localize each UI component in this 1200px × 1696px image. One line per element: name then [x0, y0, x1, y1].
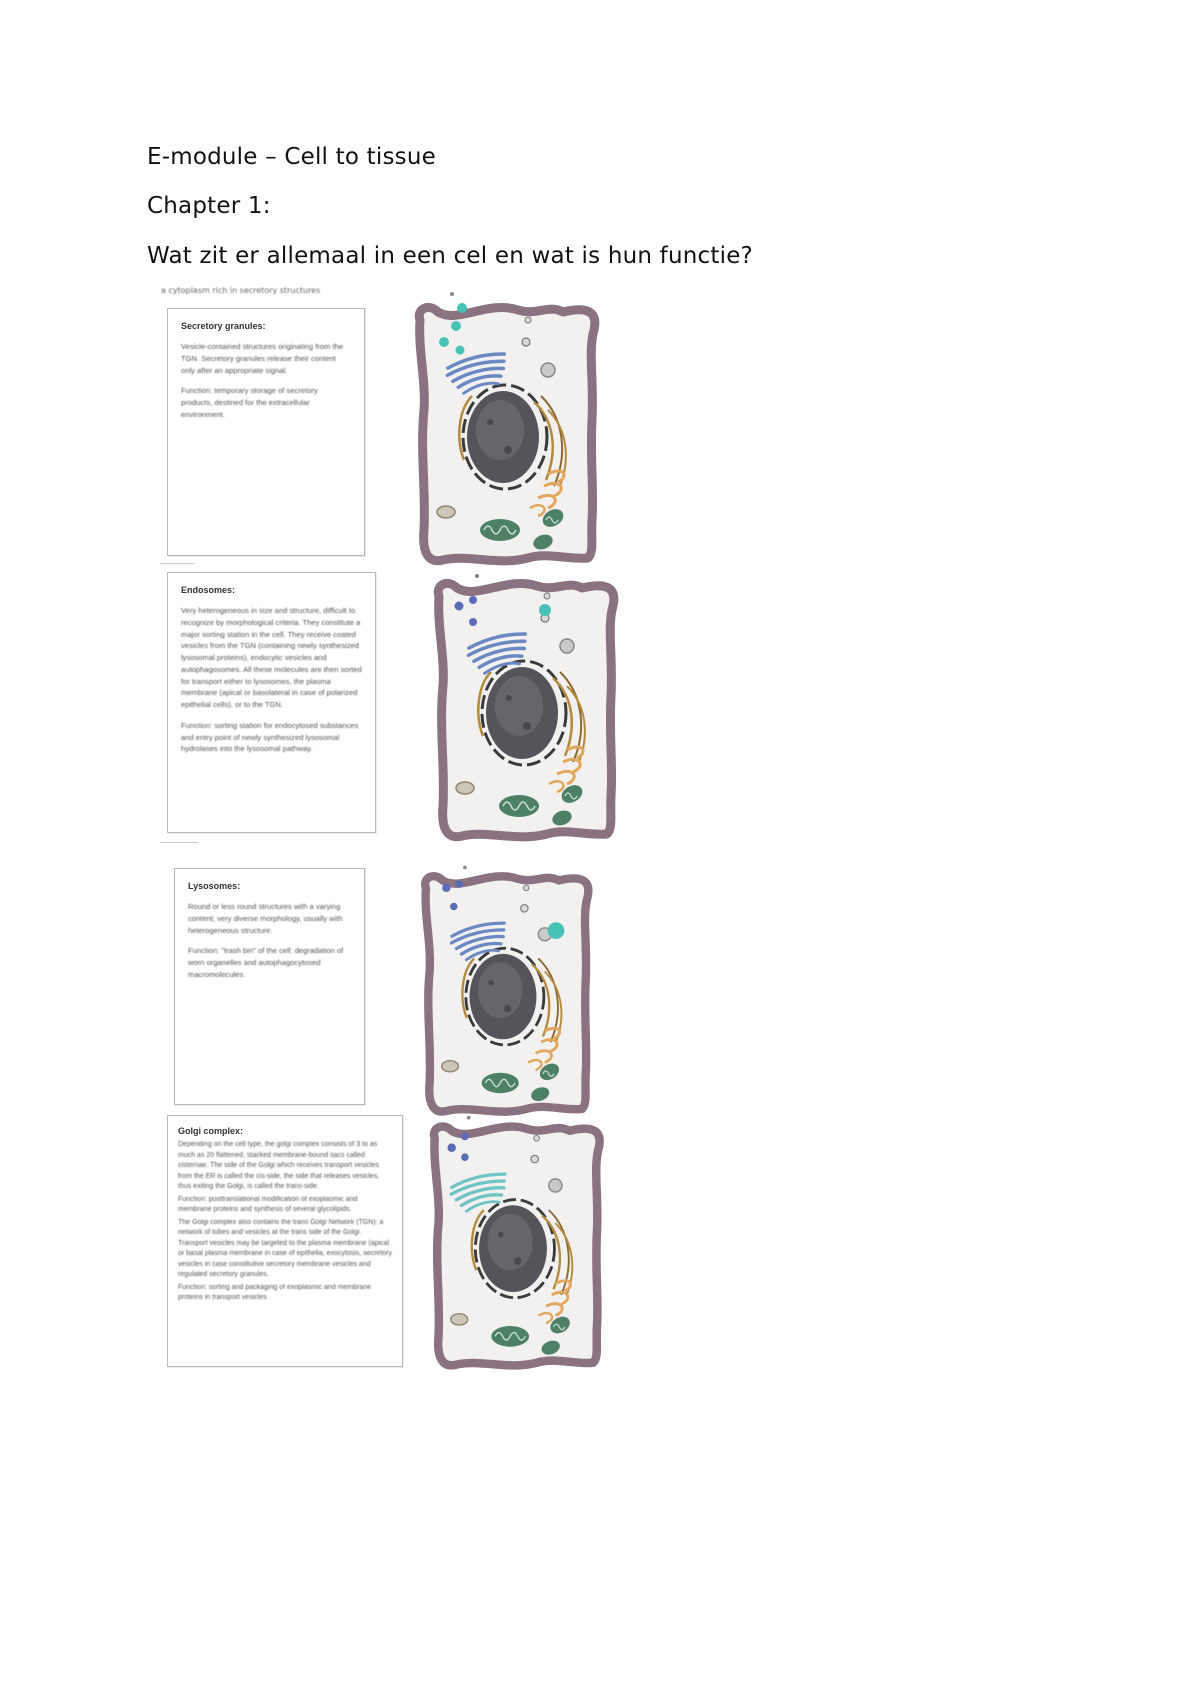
card-paragraph: Depending on the cell type, the golgi complex consists of 3 to as much as 20 flattened, stacked membrane-bound sacs called cisternae. The side of the Golgi which receives transport vesicles from the ER is called the cis-side, the side that releases vesicles, thus exiting the Golgi, is called the trans-side. — [178, 1141, 380, 1190]
card-title: Golgi complex: — [178, 1126, 244, 1136]
card-paragraph: Function: posttranslational modification of exoplasmic and membrane proteins and synthesis of several glycolipids. — [178, 1195, 358, 1213]
info-card-lysosomes — [174, 868, 365, 1105]
document-title: E-module – Cell to tissue — [147, 144, 436, 170]
card-paragraph: Round or less round structures with a varying content; very diverse morphology, usually with heterogeneous structure. — [188, 902, 343, 935]
chapter-heading: Chapter 1: — [147, 193, 271, 219]
card-paragraph: The Golgi complex also contains the trans Golgi Network (TGN): a network of tubes and vesicles at the trans side of the Golgi. Transport vesicles may be targeted to the plasma membrane (apical or basal plasma membrane in case of epithelia, exocytosis, secretory vesicles in case constitutive secretory membrane vesicles and regulated secretory granules. — [178, 1218, 392, 1278]
card-paragraph: Function: sorting station for endocytosed substances and entry point of newly synthesized lysosomal hydrolases into the lysosomal pathway. — [181, 720, 359, 754]
question-heading: Wat zit er allemaal in een cel en wat is hun functie? — [147, 243, 753, 269]
stray-caption-fragment: a cytoplasm rich in secretory structures — [161, 286, 321, 295]
divider — [160, 563, 194, 564]
info-card-endosomes — [167, 572, 376, 833]
divider — [160, 842, 198, 843]
card-title: Secretory granules: — [181, 321, 266, 331]
card-paragraph: Function: "trash bin" of the cell: degradation of worn organelles and autophagocytosed macromolecules. — [188, 946, 344, 979]
card-title: Lysosomes: — [188, 881, 241, 891]
cell-diagram-golgi-complex — [414, 1108, 612, 1378]
info-card-golgi-complex — [167, 1115, 403, 1367]
card-paragraph: Function: temporary storage of secretory products, destined for the extracellular environment. — [181, 386, 318, 419]
card-paragraph: Very heterogeneous in size and structure, difficult to recognize by morphological criteria. They constitute a major sorting station in the cell. They receive coated vesicles from the TGN (containing newly synthesized lysosomal proteins), endocytic vesicles and autophagosomes. All these molecules are then sorted for transport either to lysosomes, the plasma membrane (apical or basolateral in case of polarized epithelial cells), or to the TGN. — [181, 606, 362, 710]
info-card-secretory-granules — [167, 308, 365, 556]
cell-diagram-secretory-granules — [398, 290, 608, 572]
card-title: Endosomes: — [181, 585, 236, 595]
cell-diagram-endosomes — [414, 566, 630, 848]
cell-diagram-lysosomes — [398, 860, 608, 1122]
card-paragraph: Function: sorting and packaging of exoplasmic and membrane proteins in transport vesicles — [178, 1283, 371, 1301]
card-paragraph: Vesicle-contained structures originating from the TGN. Secretory granules release their content only after an appropriate signal. — [181, 342, 344, 375]
